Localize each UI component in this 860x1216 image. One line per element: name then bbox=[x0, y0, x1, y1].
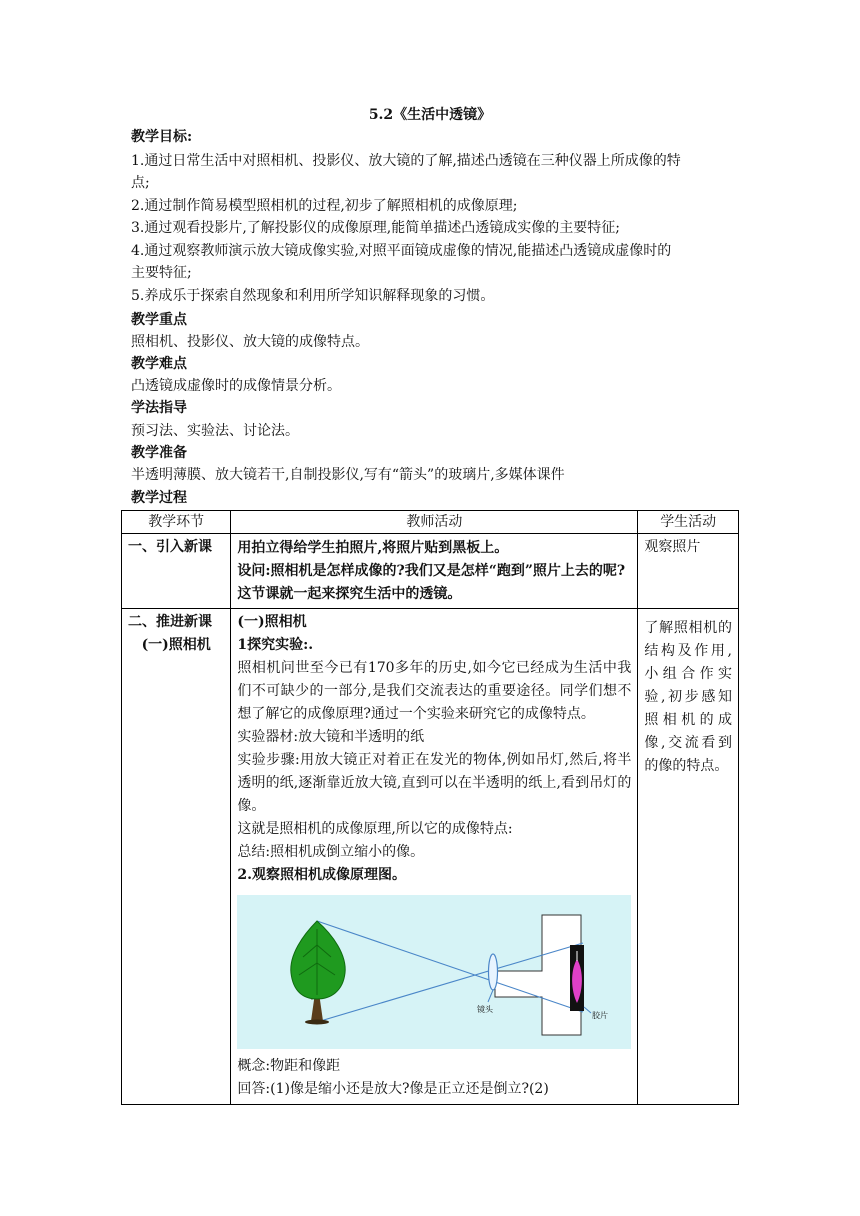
stage-label: 一、引入新课 bbox=[128, 539, 212, 555]
explore-heading: 1探究实验:. bbox=[237, 637, 314, 653]
teacher-cell bbox=[231, 609, 638, 1105]
preparation-heading: 教学准备 bbox=[131, 445, 187, 461]
principle-text: 这就是照相机的成像原理,所以它的成像特点: bbox=[237, 821, 513, 837]
concept-text: 概念:物距和像距 bbox=[237, 1058, 341, 1074]
objective-line: 3.通过观看投影片,了解投影仪的成像原理,能简单描述凸透镜成实像的主要特征; bbox=[131, 220, 620, 236]
observe-heading: 2.观察照相机成像原理图。 bbox=[237, 867, 407, 883]
student-activity-text: 观察照片 bbox=[644, 539, 701, 555]
table-row bbox=[122, 534, 739, 609]
process-table bbox=[121, 510, 739, 1105]
teacher-cell bbox=[231, 534, 638, 609]
objective-line: 4.通过观察教师演示放大镜成像实验,对照平面镜成虚像的情况,能描述凸透镜成虚像时的 bbox=[131, 243, 672, 259]
preparation-text: 半透明薄膜、放大镜若干,自制投影仪,写有“箭头”的玻璃片,多媒体课件 bbox=[131, 467, 565, 483]
column-header-student: 学生活动 bbox=[638, 511, 739, 534]
materials-text: 实验器材:放大镜和半透明的纸 bbox=[237, 729, 425, 745]
table-row bbox=[122, 609, 739, 1105]
column-header-teacher: 教师活动 bbox=[231, 511, 638, 534]
lens-label: 镜头 bbox=[477, 1005, 494, 1014]
table-header-row bbox=[122, 511, 739, 534]
student-activity-text: 了解照相机的结构及作用,小组合作实验,初步感知照相机的成像,交流看到的像的特点。 bbox=[644, 620, 732, 774]
steps-text: 实验步骤:用放大镜正对着正在发光的物体,例如吊灯,然后,将半透明的纸,逐渐靠近放大镜,直到可以在半透明的纸上,看到吊灯的像。 bbox=[237, 752, 632, 814]
objective-line: 2.通过制作简易模型照相机的过程,初步了解照相机的成像原理; bbox=[131, 198, 518, 214]
method-heading: 学法指导 bbox=[131, 400, 187, 416]
objective-line: 5.养成乐于探索自然现象和利用所学知识解释现象的习惯。 bbox=[131, 288, 495, 304]
difficulties-heading: 教学难点 bbox=[131, 356, 187, 372]
student-cell bbox=[638, 609, 739, 1105]
page-title: 5.2《生活中透镜》 bbox=[368, 107, 492, 123]
objective-line: 1.通过日常生活中对照相机、投影仪、放大镜的了解,描述凸透镜在三种仪器上所成像的特 bbox=[131, 153, 681, 169]
camera-diagram bbox=[237, 895, 631, 1049]
stage-cell bbox=[122, 534, 231, 609]
lens-icon bbox=[489, 954, 498, 990]
stage-label: 二、推进新课 bbox=[128, 614, 212, 630]
answer-text: 回答:(1)像是缩小还是放大?像是正立还是倒立?(2) bbox=[237, 1081, 549, 1097]
teacher-activity-text: 设问:照相机是怎样成像的?我们又是怎样“跑到”照片上去的呢?这节课就一起来探究生活中的透镜。 bbox=[237, 563, 626, 602]
column-header-stage: 教学环节 bbox=[122, 511, 231, 534]
section-heading: (一)照相机 bbox=[237, 614, 307, 630]
teacher-activity-text: 用拍立得给学生拍照片,将照片贴到黑板上。 bbox=[237, 540, 509, 556]
objectives-heading: 教学目标: bbox=[131, 129, 193, 145]
method-text: 预习法、实验法、讨论法。 bbox=[131, 423, 299, 439]
teacher-activity-text: 照相机问世至今已有170多年的历史,如今它已经成为生活中我们不可缺少的一部分,是我们交流表达的重要途径。同学们想不想了解它的成像原理?通过一个实验来研究它的成像特点。 bbox=[237, 660, 632, 722]
stage-sub-label: (一)照相机 bbox=[141, 637, 211, 653]
difficulties-text: 凸透镜成虚像时的成像情景分析。 bbox=[131, 378, 341, 394]
summary-text: 总结:照相机成倒立缩小的像。 bbox=[237, 844, 425, 860]
process-heading: 教学过程 bbox=[131, 490, 187, 506]
objective-line: 点; bbox=[131, 175, 150, 191]
key-points-text: 照相机、投影仪、放大镜的成像特点。 bbox=[131, 334, 369, 350]
film-label: 胶片 bbox=[592, 1011, 609, 1020]
student-cell bbox=[638, 534, 739, 609]
key-points-heading: 教学重点 bbox=[131, 312, 187, 328]
stage-cell bbox=[122, 609, 231, 1105]
objective-line: 主要特征; bbox=[131, 265, 192, 281]
